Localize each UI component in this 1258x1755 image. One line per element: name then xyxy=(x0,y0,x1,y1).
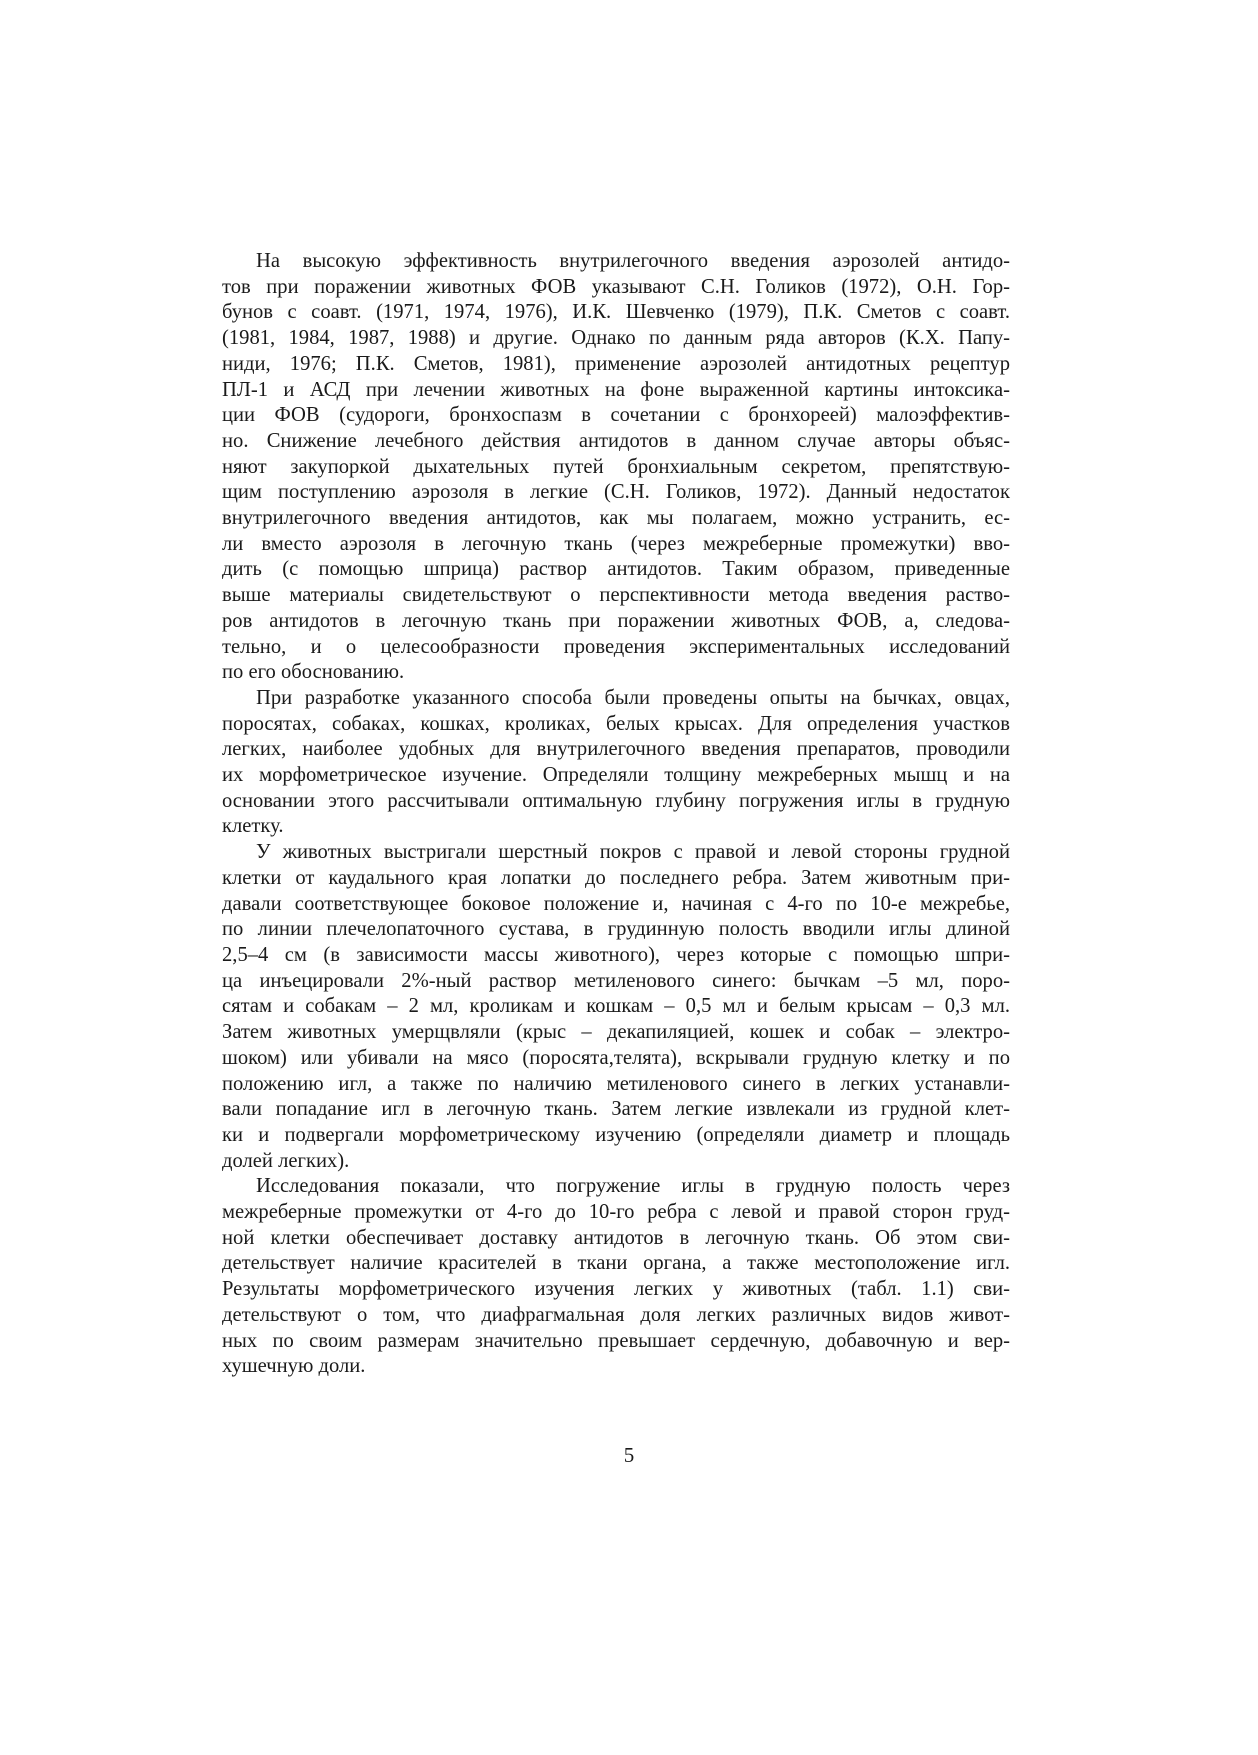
text-line: ли вместо аэрозоля в легочную ткань (через межреберные промежутки) вво- xyxy=(222,532,1010,555)
paragraph xyxy=(222,1174,1010,1380)
text-line: ции ФОВ (судороги, бронхоспазм в сочетании с бронхореей) малоэффектив- xyxy=(222,404,1010,427)
text-line: На высокую эффективность внутрилегочного введения аэрозолей антидо- xyxy=(256,250,1010,272)
text-line: (1981, 1984, 1987, 1988) и другие. Однако по данным ряда авторов (К.Х. Папу- xyxy=(222,327,1010,350)
text-line: хушечную доли. xyxy=(222,1355,366,1378)
text-line: поросятах, собаках, кошках, кроликах, белых крысах. Для определения участков xyxy=(222,712,1010,735)
text-line: тов при поражении животных ФОВ указывают С.Н. Голиков (1972), О.Н. Гор- xyxy=(222,275,1010,298)
text-line: ниди, 1976; П.К. Сметов, 1981), применение аэрозолей антидотных рецептур xyxy=(222,352,1010,375)
text-line: тельно, и о целесообразности проведения экспериментальных исследований xyxy=(222,635,1010,658)
text-line: детельствует наличие красителей в ткани органа, а также местоположение игл. xyxy=(222,1252,1010,1275)
text-line: Исследования показали, что погружение иглы в грудную полость через xyxy=(256,1175,1010,1198)
paragraph xyxy=(222,840,1010,1174)
text-line: давали соответствующее боковое положение и, начиная с 4-го по 10-е межребье, xyxy=(222,892,1010,915)
page-number: 5 xyxy=(623,1443,635,1467)
text-line: межреберные промежутки от 4-го до 10-го ребра с левой и правой сторон груд- xyxy=(222,1201,1010,1224)
text-line: основании этого рассчитывали оптимальную глубину погружения иглы в грудную xyxy=(222,789,1010,812)
text-line: При разработке указанного способа были проведены опыты на бычках, овцах, xyxy=(256,686,1010,709)
text-line: 2,5–4 см (в зависимости массы животного), через которые с помощью шпри- xyxy=(222,943,1010,966)
text-line: щим поступлению аэрозоля в легкие (С.Н. Голиков, 1972). Данный недостаток xyxy=(222,481,1010,504)
text-line: ной клетки обеспечивает доставку антидотов в легочную ткань. Об этом сви- xyxy=(222,1226,1010,1249)
text-line: бунов с соавт. (1971, 1974, 1976), И.К. Шевченко (1979), П.К. Сметов с соавт. xyxy=(222,301,1010,324)
text-line: ПЛ-1 и АСД при лечении животных на фоне выраженной картины интоксика- xyxy=(222,378,1010,401)
text-line: но. Снижение лечебного действия антидотов в данном случае авторы объяс- xyxy=(222,429,1010,452)
paragraph xyxy=(222,249,1010,686)
text-line: няют закупоркой дыхательных путей бронхиальным секретом, препятствую- xyxy=(222,455,1010,478)
text-line: ки и подвергали морфометрическому изучению (определяли диаметр и площадь xyxy=(222,1123,1010,1146)
text-line: клетки от каудального края лопатки до последнего ребра. Затем животным при- xyxy=(222,866,1010,889)
text-line: вали попадание игл в легочную ткань. Затем легкие извлекали из грудной клет- xyxy=(222,1098,1010,1121)
text-line: дить (с помощью шприца) раствор антидотов. Таким образом, приведенные xyxy=(222,558,1010,581)
body-text xyxy=(222,249,1010,1380)
text-line: ров антидотов в легочную ткань при поражении животных ФОВ, а, следова- xyxy=(222,609,1010,632)
text-line: детельствуют о том, что диафрагмальная доля легких различных видов живот- xyxy=(222,1303,1010,1326)
text-line: внутрилегочного введения антидотов, как мы полагаем, можно устранить, ес- xyxy=(222,507,1010,530)
text-line: по линии плечелопаточного сустава, в грудинную полость вводили иглы длиной xyxy=(222,918,1010,941)
text-line: клетку. xyxy=(222,815,284,838)
text-line: по его обоснованию. xyxy=(222,661,405,684)
text-line: Результаты морфометрического изучения легких у животных (табл. 1.1) сви- xyxy=(222,1278,1010,1301)
text-line: шоком) или убивали на мясо (поросята,телята), вскрывали грудную клетку и по xyxy=(222,1046,1010,1069)
text-line: сятам и собакам – 2 мл, кроликам и кошкам – 0,5 мл и белым крысам – 0,3 мл. xyxy=(222,995,1010,1018)
text-line: У животных выстригали шерстный покров с правой и левой стороны грудной xyxy=(256,841,1010,864)
paragraph xyxy=(222,686,1010,840)
text-line: легких, наиболее удобных для внутрилегочного введения препаратов, проводили xyxy=(222,738,1010,761)
text-line: ных по своим размерам значительно превышает сердечную, добавочную и вер- xyxy=(222,1329,1010,1352)
text-line: положению игл, а также по наличию метиленового синего в легких устанавли- xyxy=(222,1072,1010,1095)
text-line: их морфометрическое изучение. Определяли толщину межреберных мышц и на xyxy=(222,764,1010,787)
text-line: выше материалы свидетельствуют о перспективности метода введения раство- xyxy=(222,584,1010,607)
text-line: долей легких). xyxy=(222,1149,350,1172)
text-line: Затем животных умерщвляли (крыс – декапиляцией, кошек и собак – электро- xyxy=(222,1021,1010,1044)
text-line: ца инъецировали 2%-ный раствор метиленового синего: бычкам –5 мл, поро- xyxy=(222,969,1010,992)
